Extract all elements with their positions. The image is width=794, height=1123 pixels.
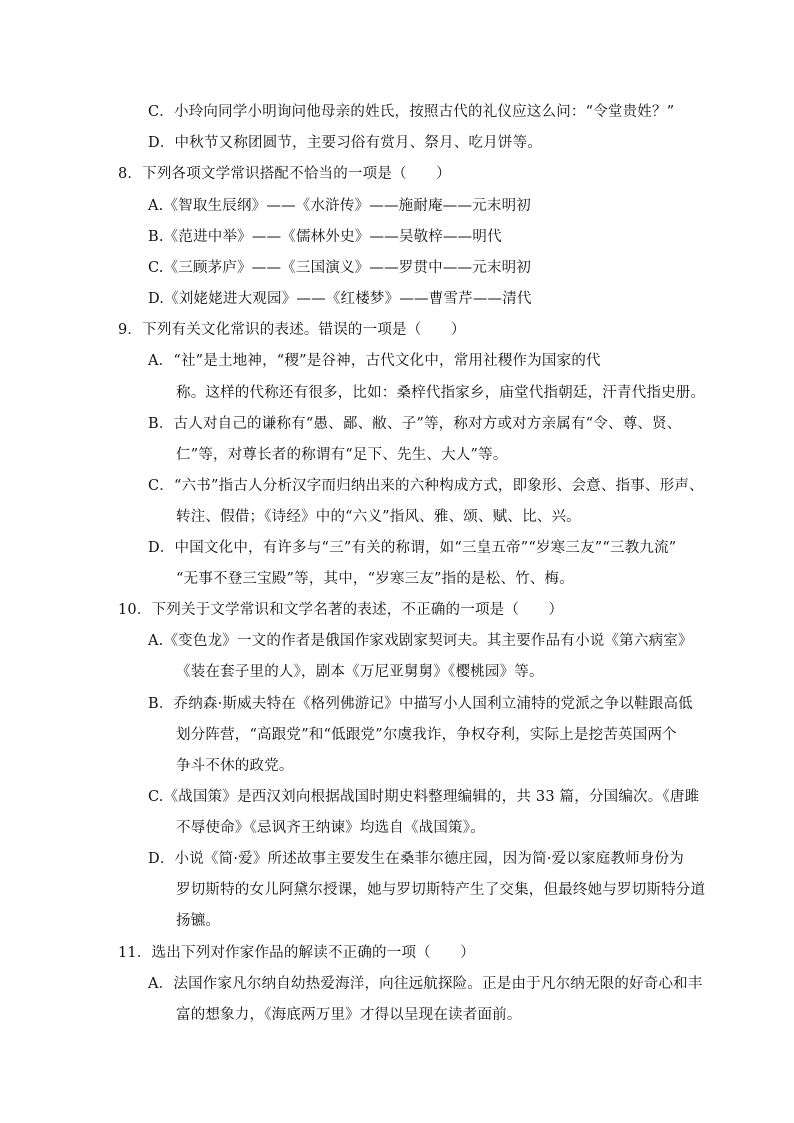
q9-option-d-line1: D．中国文化中，有许多与“三”有关的称谓，如“三皇五帝”“岁寒三友”“三教九流” <box>148 540 677 556</box>
q11-option-a-line1: A．法国作家凡尔纳自幼热爱海洋，向往远航探险。正是由于凡尔纳无限的好奇心和丰 <box>148 976 703 992</box>
q10-option-b-line1: B．乔纳森·斯威夫特在《格列佛游记》中描写小人国利立浦特的党派之争以鞋跟高低 <box>148 696 693 712</box>
q10-option-c-line2: 不辱使命》《忌讽齐王纳谏》均选自《战国策》。 <box>176 820 485 836</box>
q8-stem: 8．下列各项文学常识搭配不恰当的一项是（ ） <box>118 166 451 182</box>
q9-option-a-line2: 称。这样的代称还有很多，比如：桑梓代指家乡，庙堂代指朝廷，汗青代指史册。 <box>176 385 706 401</box>
q8-option-b: B.《范进中举》——《儒林外史》——吴敬梓——明代 <box>148 229 502 245</box>
q11-option-a-line2: 富的想象力，《海底两万里》才得以呈现在读者面前。 <box>176 1007 522 1023</box>
q8-option-a: A.《智取生辰纲》——《水浒传》——施耐庵——元末明初 <box>148 198 531 214</box>
q10-option-a-line1: A.《变色龙》一文的作者是俄国作家戏剧家契诃夫。其主要作品有小说《第六病室》 <box>148 633 693 649</box>
q8-option-d: D.《刘姥姥进大观园》——《红楼梦》——曹雪芹——清代 <box>148 291 532 307</box>
q10-option-d-line3: 扬镳。 <box>176 913 221 929</box>
q7-option-d: D．中秋节又称团圆节，主要习俗有赏月、祭月、吃月饼等。 <box>148 135 543 151</box>
q8-option-c: C.《三顾茅庐》——《三国演义》——罗贯中——元末明初 <box>148 260 532 276</box>
q11-stem: 11．选出下列对作家作品的解读不正确的一项（ ） <box>118 945 475 961</box>
q10-option-b-line2: 划分阵营，“高跟党”和“低跟党”尔虞我诈，争权夺利，实际上是挖苦英国两个 <box>176 727 677 743</box>
q10-stem: 10．下列关于文学常识和文学名著的表述，不正确的一项是（ ） <box>118 602 564 618</box>
q10-option-b-line3: 争斗不休的政党。 <box>176 758 294 774</box>
q10-option-d-line2: 罗切斯特的女儿阿黛尔授课，她与罗切斯特产生了交集，但最终她与罗切斯特分道 <box>176 882 706 898</box>
q10-option-a-line2: 《装在套子里的人》，剧本《万尼亚舅舅》《樱桃园》等。 <box>176 664 544 680</box>
q9-option-b-line1: B．古人对自己的谦称有“愚、鄙、敝、子”等，称对方或对方亲属有“令、尊、贤、 <box>148 416 682 432</box>
q9-option-d-line2: “无事不登三宝殿”等，其中，“岁寒三友”指的是松、竹、梅。 <box>176 571 574 587</box>
q9-option-c-line1: C．“六书”指古人分析汉字而归纳出来的六种构成方式，即象形、会意、指事、形声、 <box>148 478 704 494</box>
q9-option-a-line1: A．“社”是土地神，“稷”是谷神，古代文化中，常用社稷作为国家的代 <box>148 353 601 369</box>
q10-option-d-line1: D．小说《简·爱》所述故事主要发生在桑菲尔德庄园，因为简·爱以家庭教师身份为 <box>148 851 684 867</box>
q10-option-c-line1: C.《战国策》是西汉刘向根据战国时期史料整理编辑的，共 33 篇，分国编次。《唐雎 <box>148 789 700 805</box>
q7-option-c: C．小玲向同学小明询问他母亲的姓氏，按照古代的礼仪应这么问：“令堂贵姓？” <box>148 104 675 120</box>
q9-stem: 9．下列有关文化常识的表述。错误的一项是（ ） <box>118 322 466 338</box>
q9-option-c-line2: 转注、假借；《诗经》中的“六义”指风、雅、颂、赋、比、兴。 <box>176 509 581 525</box>
q9-option-b-line2: 仁”等，对尊长者的称谓有“足下、先生、大人”等。 <box>176 447 508 463</box>
